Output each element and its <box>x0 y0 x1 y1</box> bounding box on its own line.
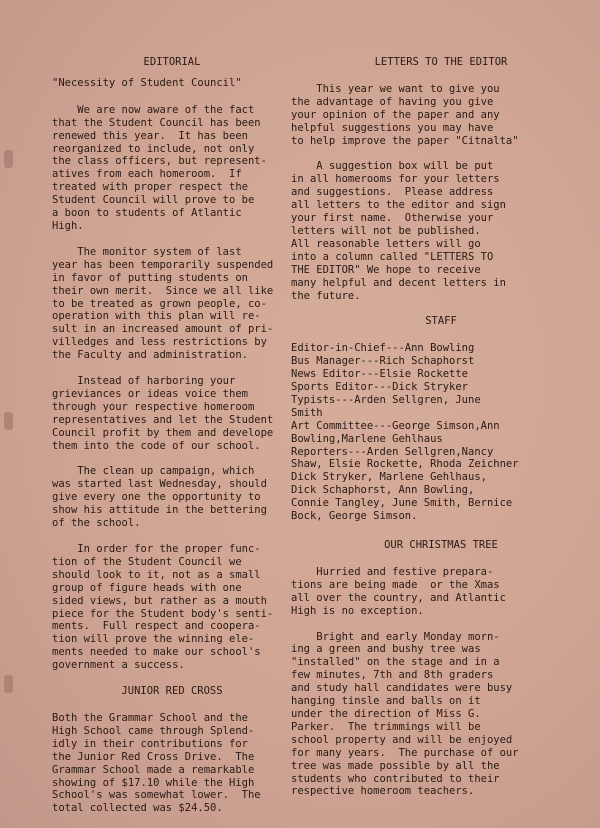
text-line: Hurried and festive prepara- <box>291 565 494 578</box>
text-line: respective homeroom teachers. <box>291 785 475 798</box>
text-line: all over the country, and Atlantic <box>291 591 506 604</box>
text-line: letters will not be published. <box>291 224 481 237</box>
binding-hole <box>4 150 13 168</box>
editorial-heading: EDITORIAL <box>143 56 201 68</box>
text-line: show his attitude in the bettering <box>52 504 267 517</box>
text-line: Council profit by them and develope <box>52 426 274 439</box>
text-line: and suggestions. Please address <box>291 186 494 199</box>
text-line: students who contributed to their <box>291 772 500 785</box>
paragraph <box>291 631 591 799</box>
text-line: under the direction of Miss G. <box>291 707 481 720</box>
text-line: This year we want to give you <box>291 82 500 95</box>
text-line: ments needed to make our school's <box>52 646 261 659</box>
text-line: renewed this year. It has been <box>52 129 248 142</box>
text-line: Grammar School made a remarkable <box>52 763 255 776</box>
text-line: should look to it, not as a small <box>52 568 261 581</box>
text-line: High School came through Splend- <box>52 724 255 737</box>
text-line: and study hall candidates were busy <box>291 682 513 695</box>
text-line: the Junior Red Cross Drive. The <box>52 750 255 763</box>
text-line: tion of the Student Council we <box>52 555 242 568</box>
staff-heading: STAFF <box>425 315 457 328</box>
letters-heading: LETTERS TO THE EDITOR <box>374 56 508 68</box>
staff-line: Bus Manager---Rich Schaphorst <box>291 355 475 368</box>
text-line: Both the Grammar School and the <box>52 711 248 724</box>
staff-line: Editor-in-Chief---Ann Bowling <box>291 342 475 355</box>
text-line: sided views, but rather as a mouth <box>52 594 267 607</box>
text-line: give every one the opportunity to <box>52 491 261 504</box>
text-line: total collected was $24.50. <box>52 802 223 815</box>
staff-line: Smith <box>291 406 323 419</box>
staff-line: Dick Stryker, Marlene Gehlhaus, <box>291 471 487 484</box>
text-line: to be treated as grown people, co- <box>52 297 267 310</box>
text-line: idly in their contributions for <box>52 737 248 750</box>
text-line: High is no exception. <box>291 604 424 617</box>
staff-line: News Editor---Elsie Rockette <box>291 368 469 381</box>
text-line: operation with this plan will re- <box>52 310 261 323</box>
text-line: your first name. Otherwise your <box>291 212 494 225</box>
paragraph <box>52 712 292 815</box>
paragraph <box>52 375 292 452</box>
text-line: Instead of harboring your <box>52 375 236 388</box>
staff-line: Art Committee---George Simson,Ann <box>291 419 500 432</box>
text-line: tree was made possible by all the <box>291 759 500 772</box>
red-cross-body <box>52 712 292 815</box>
text-line: few minutes, 7th and 8th graders <box>291 669 494 682</box>
text-line: them into the code of our school. <box>52 439 261 452</box>
text-line: High. <box>52 219 84 232</box>
text-line: school property and will be enjoyed <box>291 733 513 746</box>
staff-line: Connie Tangley, June Smith, Bernice <box>291 497 513 510</box>
staff-line: Shaw, Elsie Rockette, Rhoda Zeichner <box>291 458 519 471</box>
paragraph <box>291 160 591 302</box>
right-column <box>291 56 591 811</box>
text-line: the class officers, but represent- <box>52 155 267 168</box>
text-line: their own merit. Since we all like <box>52 284 274 297</box>
text-line: that the Student Council has been <box>52 116 261 129</box>
editorial-body <box>52 104 292 672</box>
text-line: Parker. The trimmings will be <box>291 720 481 733</box>
text-line: villedges and less restrictions by <box>52 336 267 349</box>
text-line: for many years. The purchase of our <box>291 746 519 759</box>
paragraph <box>52 543 292 672</box>
text-line: into a column called "LETTERS TO <box>291 250 494 263</box>
binding-hole <box>4 675 13 693</box>
paragraph <box>291 83 591 148</box>
text-line: group of figure heads with one <box>52 581 242 594</box>
text-line: The clean up campaign, which <box>52 465 255 478</box>
text-line: year has been temporarily suspended <box>52 258 274 271</box>
text-line: atives from each homeroom. If <box>52 168 242 181</box>
staff-line: Typists---Arden Sellgren, June <box>291 393 481 406</box>
text-line: through your respective homeroom <box>52 400 255 413</box>
text-line: government a success. <box>52 659 185 672</box>
text-line: Student Council will prove to be <box>52 194 255 207</box>
text-line: showing of $17.10 while the High <box>52 776 255 789</box>
text-line: "installed" on the stage and in a <box>291 656 500 669</box>
text-line: All reasonable letters will go <box>291 237 481 250</box>
editorial-title: "Necessity of Student Council" <box>52 76 242 89</box>
text-line: in all homerooms for your letters <box>291 173 500 186</box>
text-line: tions are being made or the Xmas <box>291 578 500 591</box>
text-line: A suggestion box will be put <box>291 160 494 173</box>
text-line: ments. Full respect and coopera- <box>52 620 261 633</box>
text-line: THE EDITOR" We hope to receive <box>291 263 481 276</box>
letters-body <box>291 83 591 303</box>
text-line: reorganized to include, not only <box>52 142 255 155</box>
staff-line: Bock, George Simson. <box>291 510 418 523</box>
staff-line: Reporters---Arden Sellgren,Nancy <box>291 445 494 458</box>
red-cross-heading: JUNIOR RED CROSS <box>121 685 223 698</box>
christmas-tree-body <box>291 566 591 798</box>
text-line: piece for the Student body's senti- <box>52 607 274 620</box>
staff-list <box>291 342 591 523</box>
text-line: was started last Wednesday, should <box>52 478 267 491</box>
staff-line: Sports Editor---Dick Stryker <box>291 381 469 394</box>
paragraph <box>52 465 292 530</box>
text-line: sult in an increased amount of pri- <box>52 323 274 336</box>
staff-line: Dick Schaphorst, Ann Bowling, <box>291 484 475 497</box>
christmas-tree-heading: OUR CHRISTMAS TREE <box>384 539 498 551</box>
text-line: your opinion of the paper and any <box>291 108 500 121</box>
binding-hole <box>4 412 13 430</box>
text-line: in favor of putting students on <box>52 271 248 284</box>
text-line: the future. <box>291 289 361 302</box>
text-line: hanging tinsle and balls on it <box>291 695 481 708</box>
text-line: The monitor system of last <box>52 245 242 258</box>
text-line: of the school. <box>52 517 141 530</box>
text-line: grieviances or ideas voice them <box>52 387 248 400</box>
text-line: the advantage of having you give <box>291 95 494 108</box>
text-line: representatives and let the Student <box>52 413 274 426</box>
text-line: We are now aware of the fact <box>52 103 255 116</box>
staff-line: Bowling,Marlene Gehlhaus <box>291 432 443 445</box>
paragraph <box>52 104 292 233</box>
text-line: helpful suggestions you may have <box>291 121 494 134</box>
text-line: In order for the proper func- <box>52 543 261 555</box>
paragraph <box>291 566 591 618</box>
text-line: School's was somewhat lower. The <box>52 789 261 802</box>
text-line: ing a green and bushy tree was <box>291 643 481 656</box>
paragraph <box>52 246 292 362</box>
text-line: to help improve the paper "Citnalta" <box>291 134 519 147</box>
text-line: Bright and early Monday morn- <box>291 630 500 643</box>
text-line: many helpful and decent letters in <box>291 276 506 289</box>
text-line: treated with proper respect the <box>52 181 248 194</box>
text-line: the Faculty and administration. <box>52 349 248 362</box>
text-line: a boon to students of Atlantic <box>52 207 242 220</box>
text-line: all letters to the editor and sign <box>291 199 506 212</box>
text-line: tion will prove the winning ele- <box>52 633 255 646</box>
left-column <box>52 56 292 828</box>
